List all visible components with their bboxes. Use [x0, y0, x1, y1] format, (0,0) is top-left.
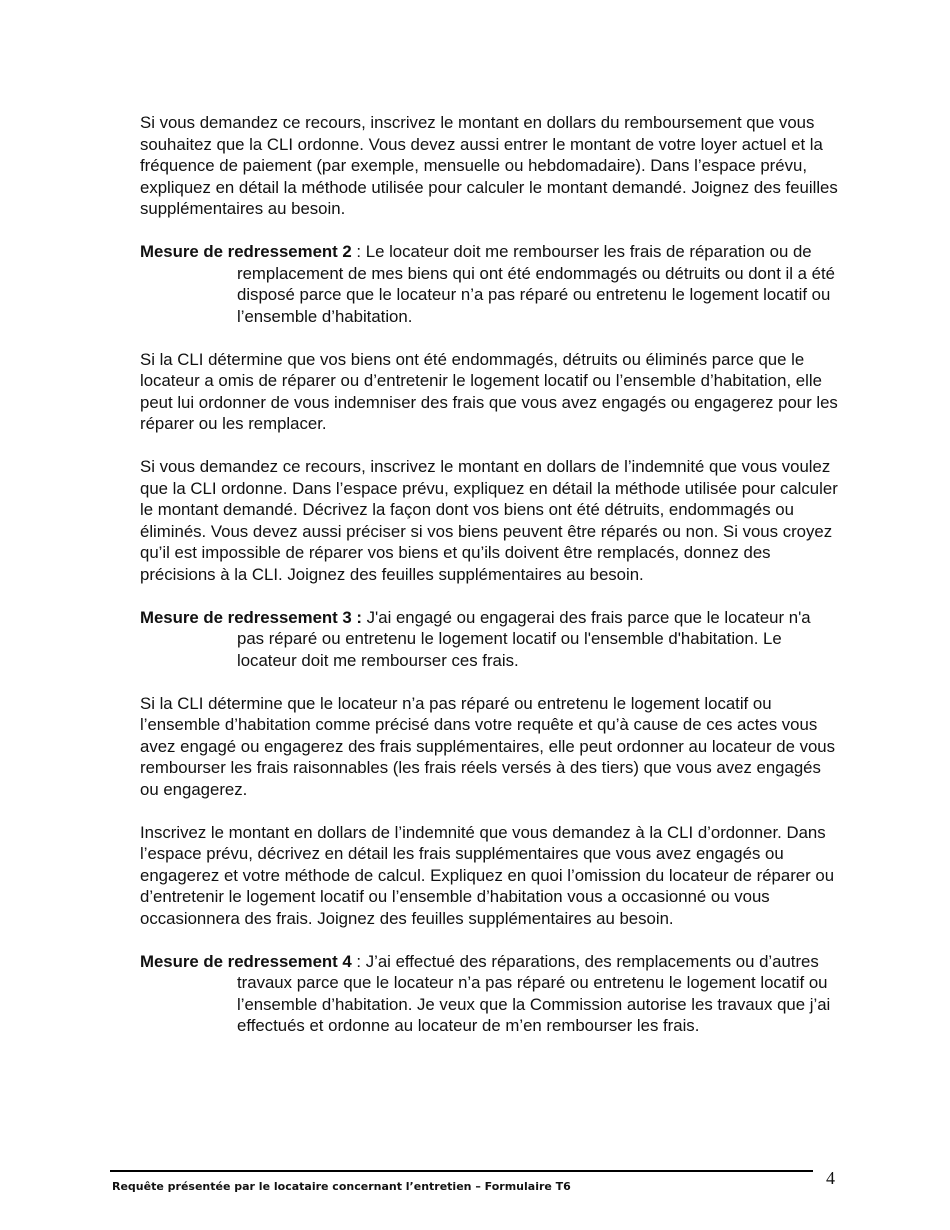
measure-3-heading: Mesure de redressement 3 : [140, 607, 362, 627]
measure-3 [140, 607, 840, 672]
measure-2-separator: : [351, 242, 366, 261]
measure-3-text: J'ai engagé ou engagerai des frais parce que le locateur n'a pas réparé ou entretenu le logement locatif ou l'ensemble d'habitation. Le locateur doit me rembourser ces frais. [237, 607, 811, 670]
paragraph-measure2-instructions: Si vous demandez ce recours, inscrivez le montant en dollars de l’indemnité que vous voulez que la CLI ordonne. Dans l’espace prévu, expliquez en détail la méthode utilisée pour calculer le montant demandé. Décrivez la façon dont vos biens ont été détruits, endommagés ou éliminés. Vous devez aussi préciser si vos biens peuvent être réparés ou non. Si vous croyez qu’il est impossible de réparer vos biens et qu’ils doivent être remplacés, donnez des précisions à la CLI. Joignez des feuilles supplémentaires au besoin. [140, 457, 838, 584]
paragraph-remedy1-instructions: Si vous demandez ce recours, inscrivez le montant en dollars du remboursement que vous souhaitez que la CLI ordonne. Vous devez aussi entrer le montant de votre loyer actuel et la fréquence de paiement (par exemple, mensuelle ou hebdomadaire). Dans l’espace prévu, expliquez en détail la méthode utilisée pour calculer le montant demandé. Joignez des feuilles supplémentaires au besoin. [140, 113, 838, 218]
measure-2 [140, 241, 840, 327]
measure-2-text: Le locateur doit me rembourser les frais de réparation ou de remplacement de mes biens qui ont été endommagés ou détruits ou dont il a été disposé parce que le locateur n’a pas réparé ou entretenu le logement locatif ou l’ensemble d’habitation. [237, 242, 835, 326]
page-body [140, 112, 840, 1058]
measure-2-heading: Mesure de redressement 2 [140, 242, 352, 261]
measure-4-text: J’ai effectué des réparations, des remplacements ou d’autres travaux parce que le locateur n’a pas réparé ou entretenu le logement locatif ou l’ensemble d’habitation. Je veux que la Commission autorise les travaux que j’ai effectués et ordonne au locateur de m’en rembourser les frais. [237, 951, 831, 1035]
measure-4 [140, 951, 840, 1037]
page-number: 4 [826, 1168, 835, 1188]
paragraph-measure3-explanation: Si la CLI détermine que le locateur n’a pas réparé ou entretenu le logement locatif ou l’ensemble d’habitation comme précisé dans votre requête et qu’à cause de ces actes vous avez engagé ou engagerez des frais supplémentaires, elle peut ordonner au locateur de vous rembourser les frais raisonnables (les frais réels versés à des tiers) que vous avez engagés ou engagerez. [140, 693, 836, 799]
measure-4-separator: : [351, 951, 366, 971]
measure-4-heading: Mesure de redressement 4 [140, 951, 352, 971]
footer-title: Requête présentée par le locataire concernant l’entretien – Formulaire T6 [112, 1180, 571, 1193]
footer-divider [110, 1170, 813, 1172]
paragraph-measure2-explanation: Si la CLI détermine que vos biens ont été endommagés, détruits ou éliminés parce que le locateur a omis de réparer ou d’entretenir le logement locatif ou l’ensemble d’habitation, elle peut lui ordonner de vous indemniser des frais que vous avez engagés ou engagerez pour les réparer ou les remplacer. [140, 349, 838, 433]
paragraph-measure3-instructions: Inscrivez le montant en dollars de l’indemnité que vous demandez à la CLI d’ordonner. Dans l’espace prévu, décrivez en détail les frais supplémentaires que vous avez engagés ou engagerez et votre méthode de calcul. Expliquez en quoi l’omission du locateur de réparer ou d’entretenir le logement locatif ou l’ensemble d’habitation vous a occasionné ou vous occasionnera des frais. Joignez des feuilles supplémentaires au besoin. [140, 822, 835, 928]
